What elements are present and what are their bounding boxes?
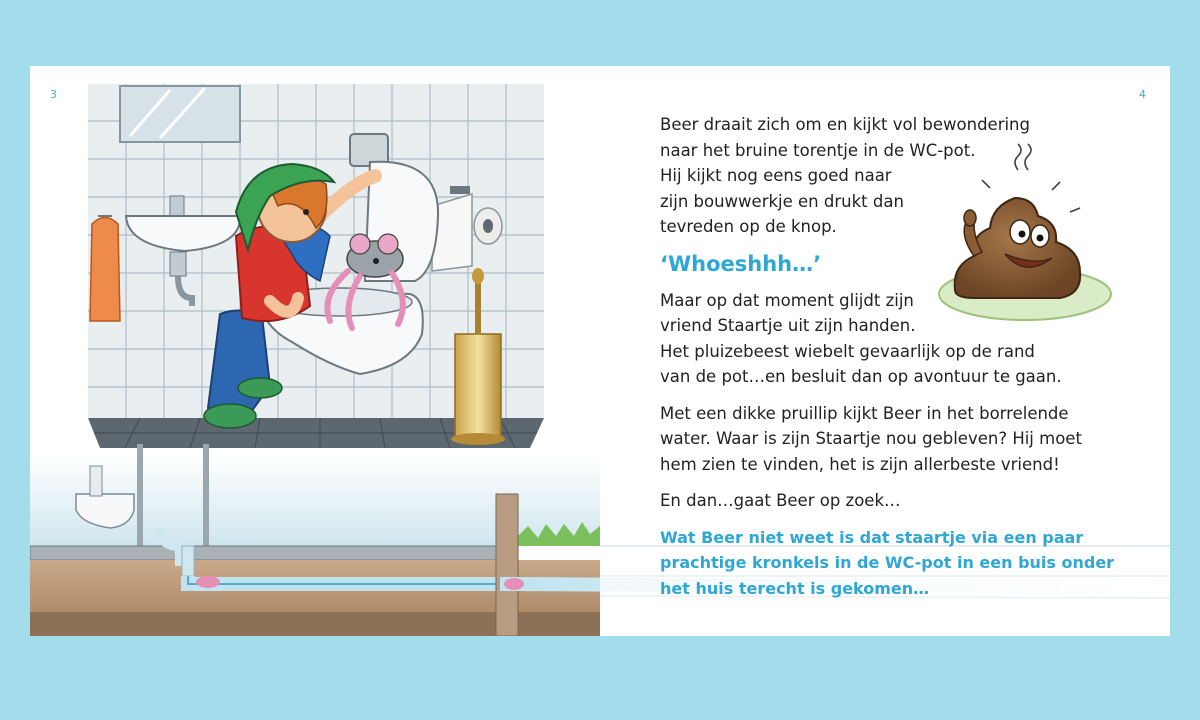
- text-line: Wat Beer niet weet is dat staartje via een paar: [660, 527, 1084, 547]
- text-line: het huis terecht is gekomen…: [660, 578, 930, 598]
- paragraph-4: [660, 488, 1140, 514]
- text-line: naar het bruine torentje in de WC-pot.: [660, 140, 976, 160]
- text-line: water. Waar is zijn Staartje nou gebleven? Hij moet: [660, 429, 1082, 448]
- boy-flushing-toilet-illustration: [88, 84, 544, 448]
- book-spread: [30, 66, 1170, 636]
- text-line: hem zien te vinden, het is zijn allerbeste vriend!: [660, 454, 1060, 474]
- text-line: En dan…gaat Beer op zoek…: [660, 491, 901, 510]
- page-number-right: 4: [1139, 88, 1146, 101]
- paragraph-3: [660, 401, 1140, 478]
- text-line: Hij kijkt nog eens goed naar: [660, 166, 892, 185]
- text-line: zijn bouwwerkje en drukt dan: [660, 191, 904, 211]
- text-line: Maar op dat moment glijdt zijn: [660, 290, 914, 310]
- exclamation: ‘Whoeshhh…’: [660, 251, 822, 276]
- story-text: [660, 112, 1140, 612]
- text-line: van de pot…en besluit dan op avontuur te gaan.: [660, 367, 1062, 386]
- paragraph-2: [660, 288, 1140, 390]
- text-line: Beer draait zich om en kijkt vol bewondering: [660, 115, 1030, 134]
- page-number-left: 3: [50, 88, 57, 101]
- text-line: Met een dikke pruillip kijkt Beer in het borrelende: [660, 403, 1069, 423]
- closing-paragraph: [660, 525, 1140, 602]
- text-line: prachtige kronkels in de WC-pot in een buis onder: [660, 553, 1115, 572]
- text-line: Het pluizebeest wiebelt gevaarlijk op de rand: [660, 341, 1035, 361]
- text-line: tevreden op de knop.: [660, 217, 837, 236]
- paragraph-1: [660, 112, 1140, 240]
- text-line: vriend Staartje uit zijn handen.: [660, 316, 916, 335]
